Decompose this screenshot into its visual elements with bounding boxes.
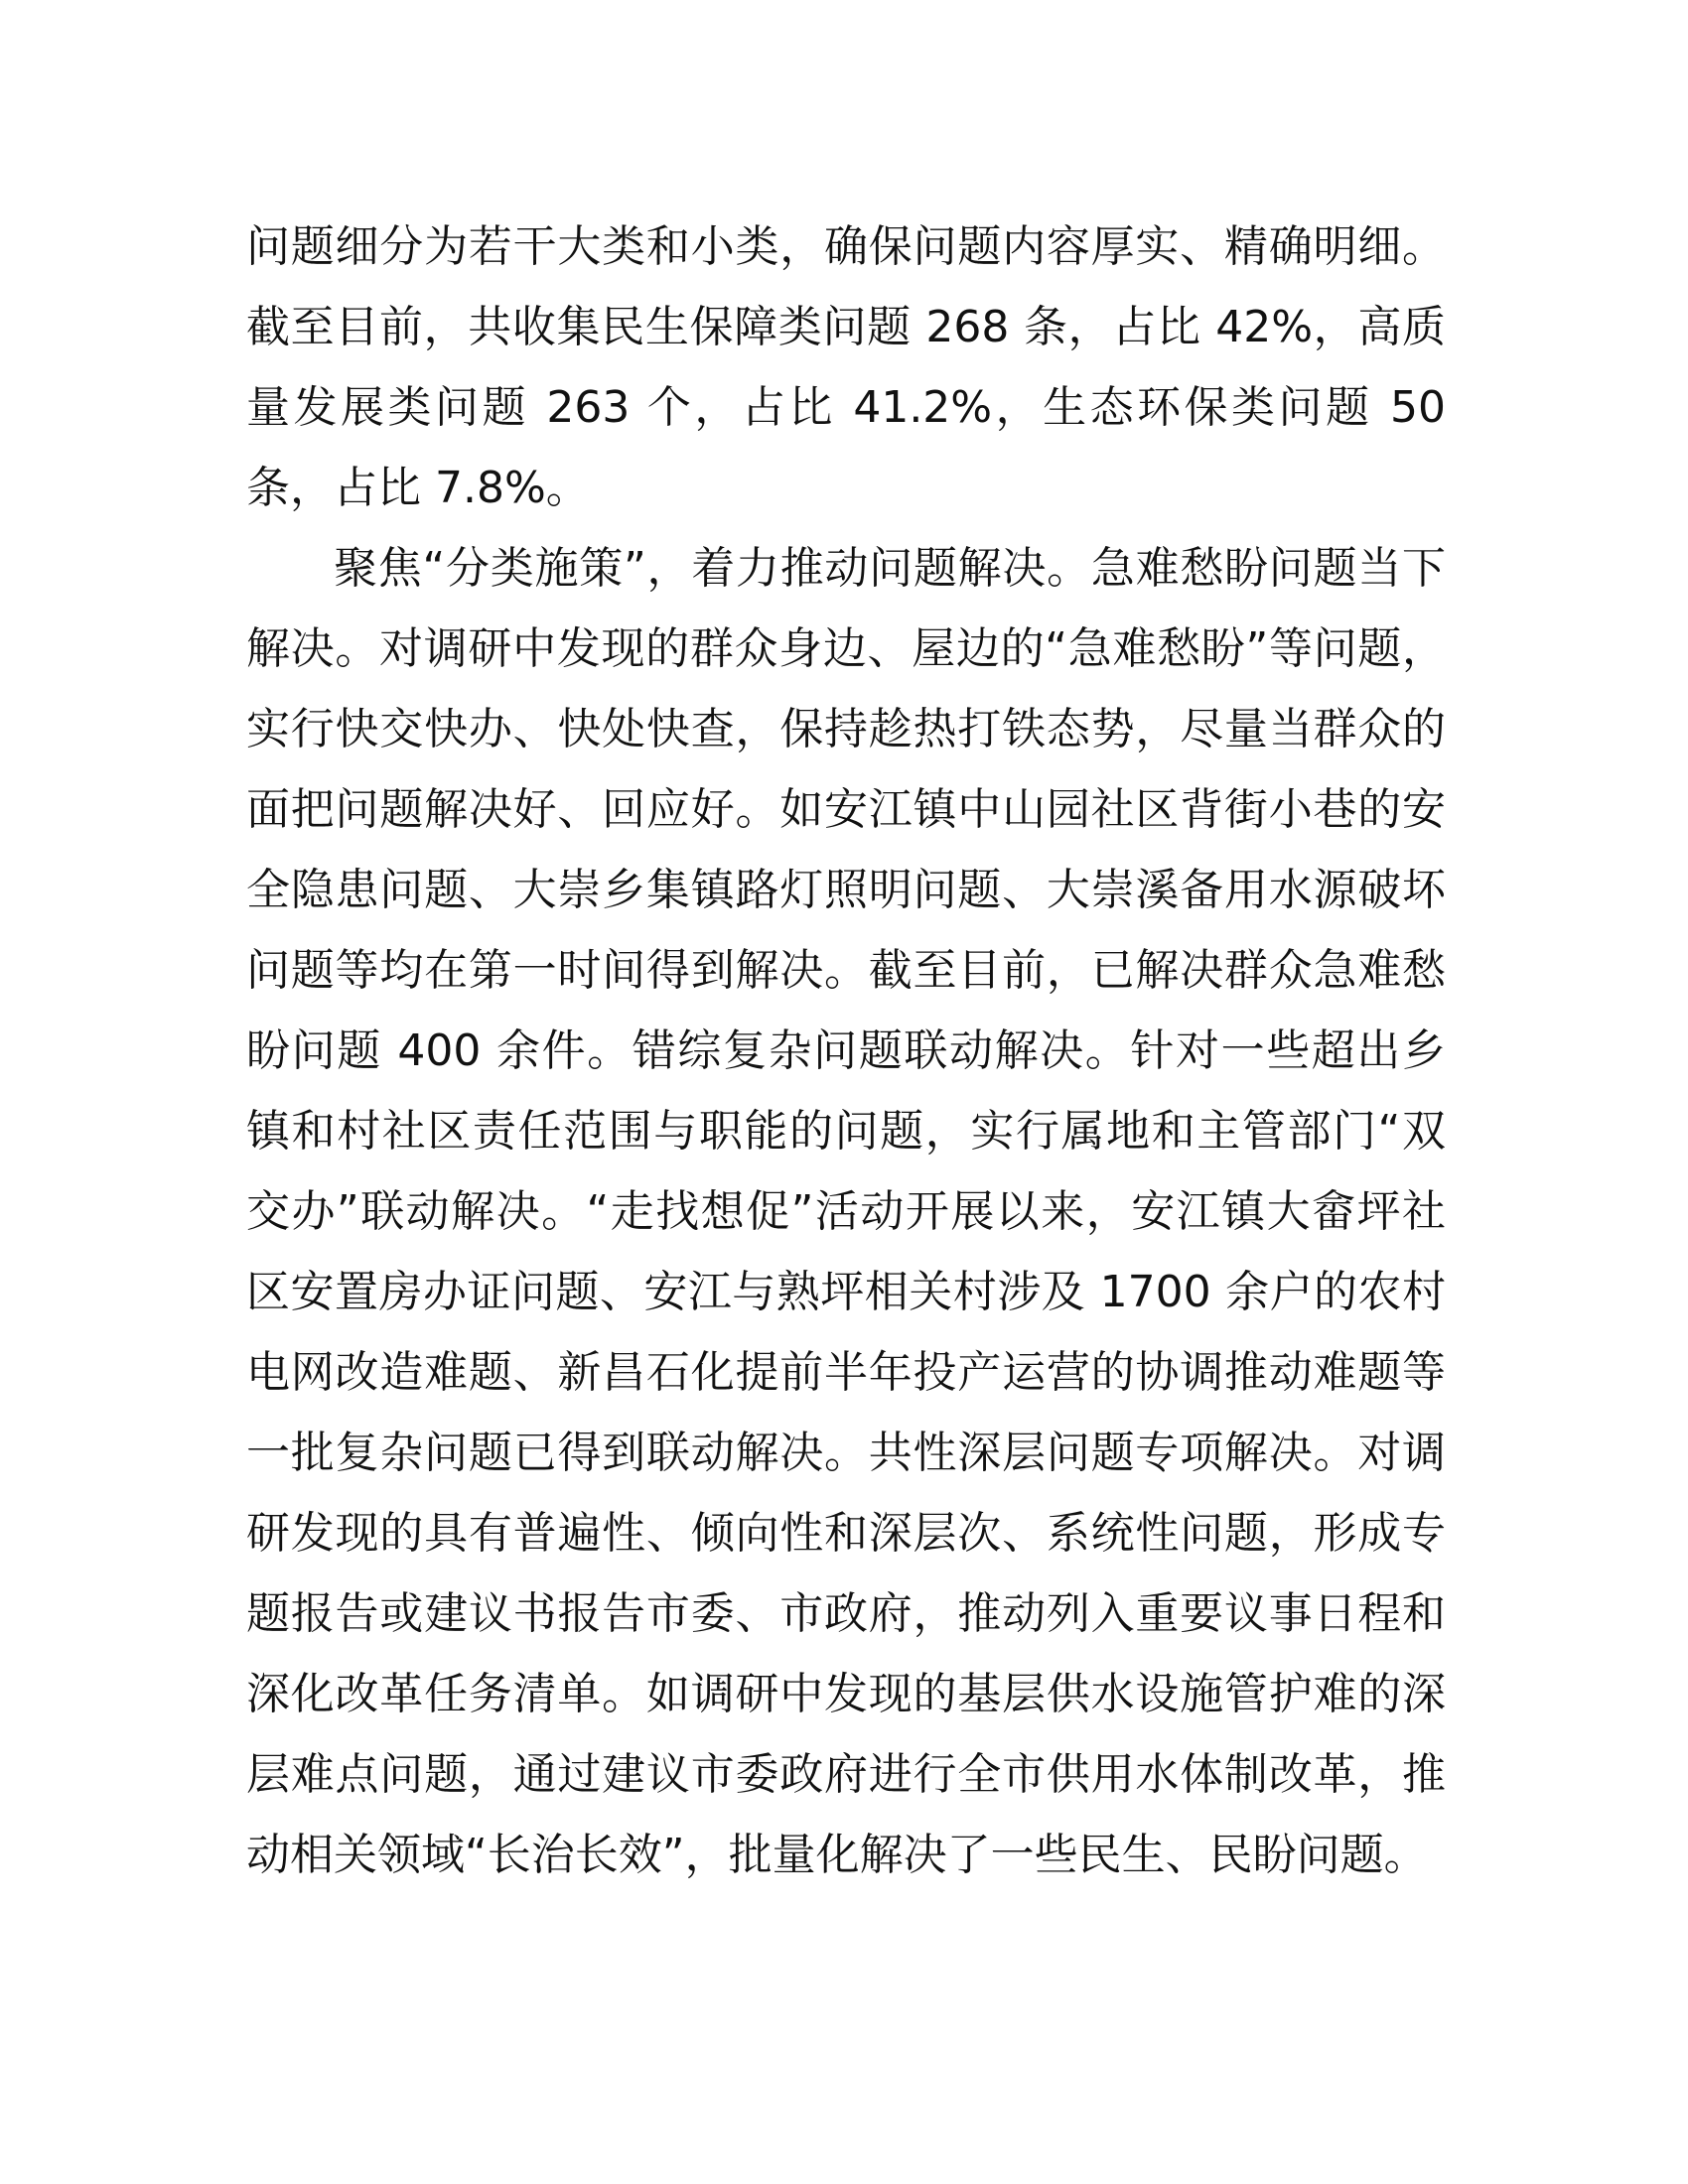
body-text [246, 206, 1446, 1895]
paragraph-classified-measures: 聚焦“分类施策”，着力推动问题解决。急难愁盼问题当下解决。对调研中发现的群众身边、屋边的“急难愁盼”等问题，实行快交快办、快处快查，保持趁热打铁态势，尽量当群众的面把问题解决好、回应好。如安江镇中山园社区背街小巷的安全隐患问题、大崇乡集镇路灯照明问题、大崇溪备用水源破坏问题等均在第一时间得到解决。截至目前，已解决群众急难愁盼问题 400 余件。错综复杂问题联动解决。针对一些超出乡镇和村社区责任范围与职能的问题，实行属地和主管部门“双交办”联动解决。“走找想促”活动开展以来，安江镇大畲坪社区安置房办证问题、安江与熟坪相关村涉及 1700 余户的农村电网改造难题、新昌石化提前半年投产运营的协调推动难题等一批复杂问题已得到联动解决。共性深层问题专项解决。对调研发现的具有普遍性、倾向性和深层次、系统性问题，形成专题报告或建议书报告市委、市政府，推动列入重要议事日程和深化改革任务清单。如调研中发现的基层供水设施管护难的深层难点问题，通过建议市委政府进行全市供用水体制改革，推动相关领域“长治长效”，批量化解决了一些民生、民盼问题。 [246, 543, 1446, 1880]
paragraph-continued: 问题细分为若干大类和小类，确保问题内容厚实、精确明细。截至目前，共收集民生保障类问题 268 条，占比 42%，高质量发展类问题 263 个，占比 41.2%，生态环保类问题 50 条，占比 7.8%。 [246, 221, 1446, 513]
